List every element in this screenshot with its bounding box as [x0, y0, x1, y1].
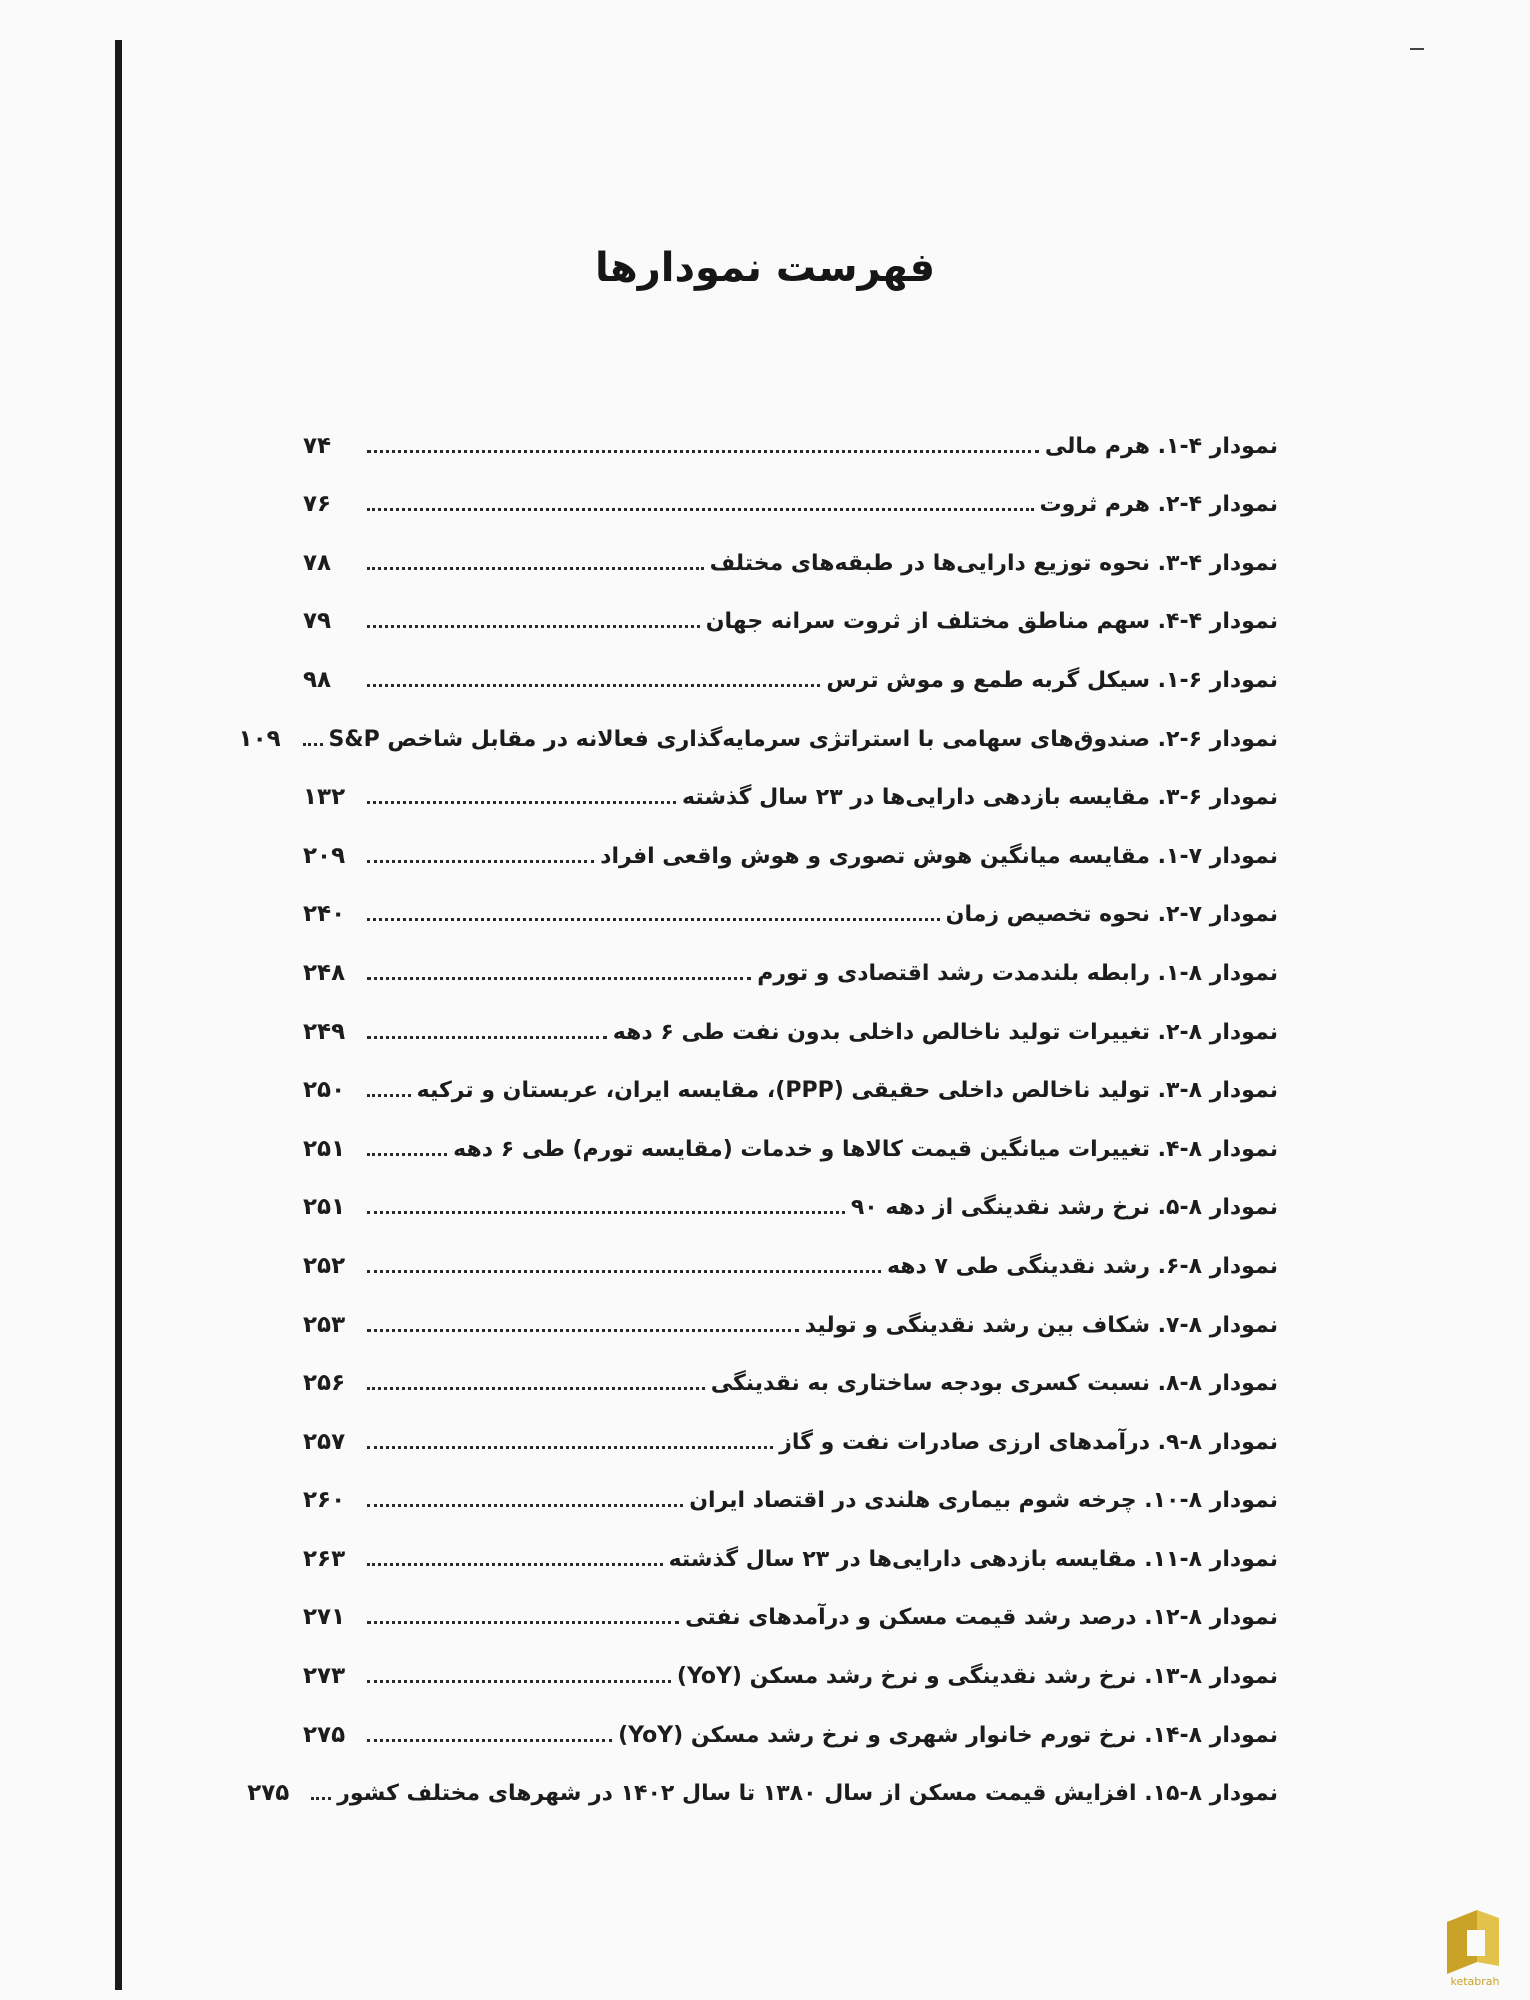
toc-entry-page-number: ۲۵۷ — [303, 1428, 346, 1455]
toc-entry-page-number: ۲۷۵ — [247, 1780, 290, 1807]
toc-entry-page-number: ۲۶۰ — [303, 1487, 346, 1514]
toc-entry[interactable] — [303, 1230, 1278, 1289]
toc-entry-page-number: ۲۵۲ — [303, 1252, 346, 1279]
dot-leader — [311, 1797, 331, 1800]
toc-entry-label: نمودار ۸-۱۳. نرخ رشد نقدینگی و نرخ رشد مسکن (YoY) — [676, 1664, 1278, 1690]
toc-entry[interactable] — [303, 644, 1278, 703]
toc-entry[interactable] — [303, 527, 1278, 586]
toc-entry-label: نمودار ۸-۹. درآمدهای ارزی صادرات نفت و گاز — [779, 1429, 1278, 1455]
toc-entry-page-number: ۱۳۲ — [303, 784, 346, 811]
toc-entry[interactable] — [303, 762, 1278, 821]
toc-entry-page-number: ۹۸ — [303, 666, 332, 693]
corner-mark — [1410, 48, 1424, 50]
toc-entry-page-number: ۲۷۵ — [303, 1721, 346, 1748]
dot-leader — [367, 1739, 612, 1742]
toc-entry-label: نمودار ۸-۲. تغییرات تولید ناخالص داخلی بدون نفت طی ۶ دهه — [612, 1019, 1278, 1045]
toc-entry-label: نمودار ۸-۸. نسبت کسری بودجه ساختاری به نقدینگی — [710, 1371, 1278, 1397]
toc-entry-page-number: ۲۵۶ — [303, 1370, 346, 1397]
toc-entry[interactable] — [303, 1523, 1278, 1582]
toc-entry-label: نمودار ۴-۴. سهم مناطق مختلف از ثروت سرانه جهان — [705, 609, 1278, 635]
toc-entry-page-number: ۷۴ — [303, 432, 332, 459]
toc-entry[interactable] — [303, 469, 1278, 528]
dot-leader — [367, 625, 700, 628]
page-binding-edge — [115, 40, 122, 1990]
toc-entry-label: نمودار ۶-۲. صندوق‌های سهامی با استراتژی سرمایه‌گذاری فعالانه در مقابل شاخص S&P — [328, 726, 1278, 752]
dot-leader — [367, 450, 1039, 453]
dot-leader — [367, 1563, 663, 1566]
dot-leader — [367, 1270, 881, 1273]
dot-leader — [367, 1094, 411, 1097]
toc-entry[interactable] — [247, 1758, 1278, 1817]
dot-leader — [367, 1680, 671, 1683]
dot-leader — [303, 743, 323, 746]
toc-entry-label: نمودار ۷-۲. نحوه تخصیص زمان — [945, 902, 1278, 928]
toc-entry-label: نمودار ۸-۴. تغییرات میانگین قیمت کالاها و خدمات (مقایسه تورم) طی ۶ دهه — [453, 1136, 1278, 1162]
page-title: فهرست نمودارها — [594, 245, 936, 291]
dot-leader — [367, 1387, 705, 1390]
toc-entry-page-number: ۲۷۳ — [303, 1663, 346, 1690]
toc-entry-page-number: ۲۵۰ — [303, 1077, 346, 1104]
dot-leader — [367, 508, 1034, 511]
dot-leader — [367, 977, 751, 980]
toc-entry-label: نمودار ۸-۱۵. افزایش قیمت مسکن از سال ۱۳۸۰ تا سال ۱۴۰۲ در شهرهای مختلف کشور — [337, 1781, 1278, 1807]
toc-entry-label: نمودار ۷-۱. مقایسه میانگین هوش تصوری و هوش واقعی افراد — [600, 843, 1278, 869]
dot-leader — [367, 801, 676, 804]
toc-entry[interactable] — [303, 820, 1278, 879]
toc-entry[interactable] — [238, 703, 1278, 762]
toc-entry-page-number: ۲۰۹ — [303, 842, 346, 869]
dot-leader — [367, 1036, 607, 1039]
dot-leader — [367, 918, 940, 921]
toc-entry-label: نمودار ۶-۳. مقایسه بازدهی دارایی‌ها در ۲۳ سال گذشته — [682, 785, 1278, 811]
table-of-figures — [238, 410, 1278, 1816]
toc-entry-page-number: ۲۴۰ — [303, 901, 346, 928]
ketabrah-logo-icon — [1437, 1900, 1507, 1980]
toc-entry[interactable] — [303, 1348, 1278, 1407]
toc-entry[interactable] — [303, 879, 1278, 938]
toc-entry-label: نمودار ۸-۷. شکاف بین رشد نقدینگی و تولید — [804, 1312, 1278, 1338]
logo-wordmark: ketabrah — [1450, 1975, 1500, 1988]
toc-entry-page-number: ۲۵۳ — [303, 1311, 346, 1338]
toc-entry-page-number: ۷۹ — [303, 608, 332, 635]
dot-leader — [367, 860, 594, 863]
toc-entry[interactable] — [303, 1406, 1278, 1465]
toc-entry-label: نمودار ۸-۶. رشد نقدینگی طی ۷ دهه — [886, 1253, 1278, 1279]
toc-entry[interactable] — [303, 1113, 1278, 1172]
toc-entry-page-number: ۷۶ — [303, 491, 332, 518]
toc-entry[interactable] — [303, 937, 1278, 996]
toc-entry-page-number: ۲۵۱ — [303, 1135, 346, 1162]
toc-entry[interactable] — [303, 1699, 1278, 1758]
toc-entry-page-number: ۲۶۳ — [303, 1545, 346, 1572]
toc-entry[interactable] — [303, 1289, 1278, 1348]
toc-entry-label: نمودار ۸-۵. نرخ رشد نقدینگی از دهه ۹۰ — [850, 1195, 1278, 1221]
dot-leader — [367, 1504, 683, 1507]
dot-leader — [367, 1621, 679, 1624]
toc-entry-label: نمودار ۸-۱۲. درصد رشد قیمت مسکن و درآمدهای نفتی — [685, 1605, 1278, 1631]
toc-entry[interactable] — [303, 1582, 1278, 1641]
dot-leader — [367, 1446, 773, 1449]
toc-entry-label: نمودار ۸-۳. تولید ناخالص داخلی حقیقی (PPP)، مقایسه ایران، عربستان و ترکیه — [416, 1078, 1278, 1104]
toc-entry[interactable] — [303, 996, 1278, 1055]
toc-entry-page-number: ۲۴۹ — [303, 1018, 346, 1045]
dot-leader — [367, 567, 704, 570]
dot-leader — [367, 684, 820, 687]
toc-entry[interactable] — [303, 1172, 1278, 1231]
toc-entry-page-number: ۷۸ — [303, 549, 332, 576]
dot-leader — [367, 1153, 447, 1156]
toc-entry-page-number: ۲۵۱ — [303, 1194, 346, 1221]
toc-entry[interactable] — [303, 586, 1278, 645]
toc-entry-label: نمودار ۸-۱۴. نرخ تورم خانوار شهری و نرخ رشد مسکن (YoY) — [618, 1722, 1278, 1748]
toc-entry[interactable] — [303, 1465, 1278, 1524]
toc-entry[interactable] — [303, 1640, 1278, 1699]
toc-entry-label: نمودار ۴-۳. نحوه توزیع دارایی‌ها در طبقه‌های مختلف — [709, 550, 1278, 576]
dot-leader — [367, 1211, 845, 1214]
toc-entry[interactable] — [303, 410, 1278, 469]
toc-entry[interactable] — [303, 1055, 1278, 1114]
toc-entry-label: نمودار ۸-۱. رابطه بلندمدت رشد اقتصادی و تورم — [757, 960, 1278, 986]
toc-entry-page-number: ۲۴۸ — [303, 959, 346, 986]
toc-entry-label: نمودار ۸-۱۰. چرخه شوم بیماری هلندی در اقتصاد ایران — [689, 1488, 1278, 1514]
toc-entry-page-number: ۱۰۹ — [238, 725, 281, 752]
toc-entry-page-number: ۲۷۱ — [303, 1604, 346, 1631]
toc-entry-label: نمودار ۶-۱. سیکل گربه طمع و موش ترس — [826, 667, 1278, 693]
toc-entry-label: نمودار ۸-۱۱. مقایسه بازدهی دارایی‌ها در ۲۳ سال گذشته — [668, 1546, 1278, 1572]
dot-leader — [367, 1329, 799, 1332]
toc-entry-label: نمودار ۴-۲. هرم ثروت — [1039, 492, 1278, 518]
toc-entry-label: نمودار ۴-۱. هرم مالی — [1044, 433, 1278, 459]
